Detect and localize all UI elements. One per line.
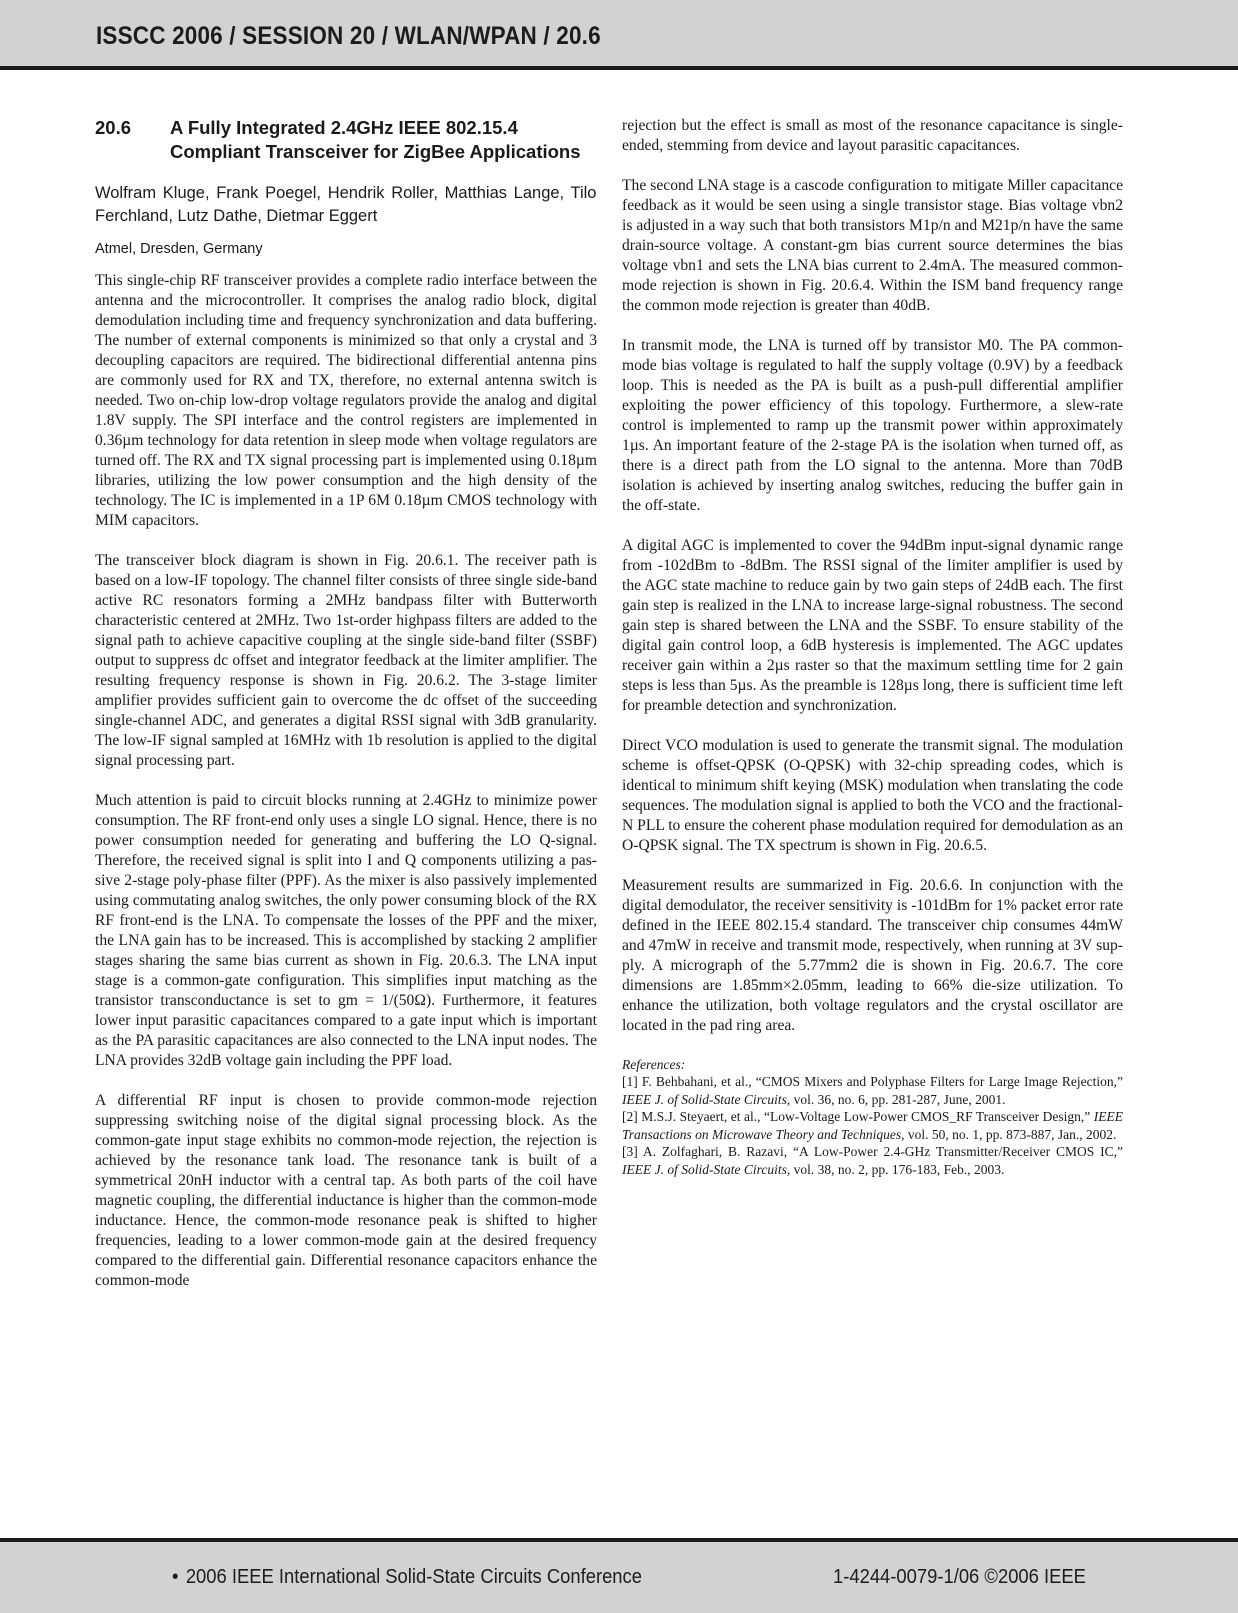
header-title: ISSCC 2006 / SESSION 20 / WLAN/WPAN / 20.6 xyxy=(96,22,601,50)
body-paragraph: rejection but the effect is small as most of the resonance capacitance is single-ended, stemming from device and layout parasitic capacitances. xyxy=(622,117,1123,154)
reference-text: [2] M.S.J. Steyaert, et al., “Low-Voltage Low-Power CMOS_RF Transceiver Design,” xyxy=(622,1109,1094,1124)
left-column xyxy=(95,116,597,1311)
reference-details: , vol. 36, no. 6, pp. 281-287, June, 2001. xyxy=(786,1091,1006,1107)
paper-number: 20.6 xyxy=(95,117,132,138)
page-header xyxy=(0,0,1238,70)
reference-journal: IEEE J. of Solid-State Circuits xyxy=(622,1161,787,1177)
body-paragraph: A differential RF input is chosen to provide common-mode rejection suppressing switching noise of the digital signal processing block. As the common-gate input stage exhibits no common-mode rejection, the rejection is achieved by the resonance tank load. The resonance tank is built of a symmetrical 20nH inductor with a central tap. As both parts of the coil have magnetic coupling, the differential inductance is higher than the common-mode inductance. Hence, the common-mode resonance peak is shifted to higher frequencies, leading to a lower common-mode gain at the desired frequency compared to the differential gain. Differential resonance capacitors enhance the common-mode xyxy=(95,1092,597,1289)
reference-text: [3] A. Zolfaghari, B. Razavi, “A Low-Power 2.4-GHz Transmitter/Receiver CMOS IC,” xyxy=(622,1144,1123,1159)
body-paragraph: Much attention is paid to circuit blocks running at 2.4GHz to minimize power consumption. The RF front-end only uses a single LO signal. Hence, there is no power consumption needed for generating and buffering the LO Q-signal. Therefore, the received signal is split into I and Q components utilizing a passive 2-stage poly-phase filter (PPF). As the mixer is also passively implemented using commutating analog switches, the only power consuming block of the RX RF front-end is the LNA. To compensate the losses of the PPF and the mixer, the LNA gain has to be increased. This is accomplished by stacking 2 amplifier stages sharing the same bias current as shown in Fig. 20.6.3. The LNA input stage is a common-gate configuration. This simplifies input matching as the transistor transconductance is set to gm = 1/(50Ω). Furthermore, it features lower input parasitic capacitances compared to a gate input which is important as the PA parasitic capacitances are also connected to the LNA input nodes. The LNA provides 32dB voltage gain including the PPF load. xyxy=(95,792,597,1069)
paper-authors: Wolfram Kluge, Frank Poegel, Hendrik Roller, Matthias Lange, Tilo Ferchland, Lutz Dathe, Dietmar Eggert xyxy=(95,183,597,225)
page-footer xyxy=(0,1538,1238,1613)
reference-details: , vol. 38, no. 2, pp. 176-183, Feb., 2003. xyxy=(786,1161,1005,1177)
body-paragraph: The second LNA stage is a cascode configuration to mitigate Miller capacitance feedback as it would be seen using a single transistor stage. Bias voltage vbn2 is adjusted in a way such that both transistors M1p/n and M21p/n have the same drain-source voltage. A constant-gm bias current source determines the bias voltage vbn1 and sets the LNA bias current to 2.4mA. The measured common-mode rejection is shown in Fig. 20.6.4. Within the ISM band frequency range the common mode rejection is greater than 40dB. xyxy=(622,177,1123,314)
body-paragraph: Direct VCO modulation is used to generate the transmit signal. The modulation scheme is offset-QPSK (O-QPSK) with 32-chip spreading codes, which is identical to minimum shift keying (MSK) modulation when translating the code sequences. The modulation signal is applied to both the VCO and the fractional-N PLL to ensure the coherent phase modulation required for demodulation as an O-QPSK signal. The TX spectrum is shown in Fig. 20.6.5. xyxy=(622,737,1123,854)
reference-text: [1] F. Behbahani, et al., “CMOS Mixers and Polyphase Filters for Large Image Rejection,” xyxy=(622,1074,1123,1089)
footer-conference xyxy=(172,1566,642,1589)
reference-item xyxy=(622,1073,1123,1108)
reference-journal: IEEE Transactions on Microwave Theory and Techniques xyxy=(622,1109,1123,1142)
references-heading: References: xyxy=(622,1057,686,1072)
paper-title xyxy=(170,116,597,164)
body-paragraph: Measurement results are summarized in Fig. 20.6.6. In conjunction with the digital demodulator, the receiver sensitivity is -101dBm for 1% packet error rate defined in the IEEE 802.15.4 standard. The transceiver chip consumes 44mW and 47mW in receive and transmit mode, respectively, when running at 3V supply. A micrograph of the 5.77mm2 die is shown in Fig. 20.6.7. The core dimensions are 1.85mm×2.05mm, leading to 66% die-size utilization. To enhance the utilization, both voltage regulators and the crystal oscillator are located in the pad ring area. xyxy=(622,877,1123,1034)
footer-conference-text: 2006 IEEE International Solid-State Circuits Conference xyxy=(185,1566,642,1588)
paper-title-line-2: Compliant Transceiver for ZigBee Applications xyxy=(170,141,581,162)
body-paragraph: This single-chip RF transceiver provides a complete radio interface between the antenna and the microcontroller. It comprises the analog radio block, digital demodulation including time and frequency synchronization and data buffering. The number of external components is minimized so that only a crystal and 3 decoupling capacitors are required. The bidirectional differential antenna pins are commonly used for RX and TX, therefore, no external antenna switch is needed. Two on-chip low-drop voltage regulators provide the analog and digital 1.8V supply. The SPI interface and the control registers are implemented in 0.36µm technology for data retention in sleep mode when voltage regulators are turned off. The RX and TX signal processing part is implemented using 0.18µm libraries, utilizing the low power consumption and the high density of the technology. The IC is implemented in a 1P 6M 0.18µm CMOS technology with MIM capacitors. xyxy=(95,272,597,529)
reference-item xyxy=(622,1108,1123,1143)
right-column xyxy=(622,116,1123,1178)
paper-affiliation: Atmel, Dresden, Germany xyxy=(95,241,263,257)
body-paragraph: A digital AGC is implemented to cover the 94dBm input-signal dynamic range from -102dBm to -8dBm. The RSSI signal of the limiter amplifier is used by the AGC state machine to reduce gain by two gain steps of 24dB each. The first gain step is realized in the LNA to increase large-signal robustness. The second gain step is shared between the LNA and the SSBF. To ensure stability of the digital gain control loop, a 6dB hysteresis is implemented. The AGC updates receiver gain within a 2µs raster so that the maximum settling time for 2 gain steps is less than 5µs. As the preamble is 128µs long, there is sufficient time left for preamble detection and synchronization. xyxy=(622,537,1123,714)
reference-journal: IEEE J. of Solid-State Circuits xyxy=(622,1091,787,1107)
paper-title-line-1: A Fully Integrated 2.4GHz IEEE 802.15.4 xyxy=(170,117,518,138)
footer-copyright: 1-4244-0079-1/06 ©2006 IEEE xyxy=(833,1566,1086,1588)
body-paragraph: The transceiver block diagram is shown in Fig. 20.6.1. The receiver path is based on a low-IF topology. The channel filter consists of three single side-band active RC resonators forming a 2MHz bandpass filter with Butterworth characteristic centered at 2MHz. Two 1st-order highpass filters are added to the signal path to achieve capacitive coupling at the single side-band filter (SSBF) output to suppress dc offset and integrator feedback at the limiter amplifier. The resulting frequency response is shown in Fig. 20.6.2. The 3-stage limiter amplifier provides sufficient gain to overcome the dc offset of the succeeding single-channel ADC, and generates a digital RSSI signal with 3dB granularity. The low-IF signal sampled at 16MHz with 1b resolution is applied to the digital signal processing part. xyxy=(95,552,597,769)
body-paragraph: In transmit mode, the LNA is turned off by transistor M0. The PA common-mode bias voltage is regulated to half the supply voltage (0.9V) by a feedback loop. This is needed as the PA is built as a push-pull differential amplifier exploiting the power efficiency of this topology. Furthermore, a slew-rate control is implemented to ramp up the transmit power within approximately 1µs. An important feature of the 2-stage PA is the isolation when turned off, as there is a direct path from the LO signal to the antenna. More than 70dB isolation is achieved by inserting analog switches, reducing the buffer gain in the off-state. xyxy=(622,337,1123,514)
reference-item xyxy=(622,1143,1123,1178)
paper-title-block xyxy=(95,116,597,164)
bullet-icon: • xyxy=(172,1566,179,1588)
reference-details: , vol. 50, no. 1, pp. 873-887, Jan., 2002. xyxy=(901,1126,1117,1142)
